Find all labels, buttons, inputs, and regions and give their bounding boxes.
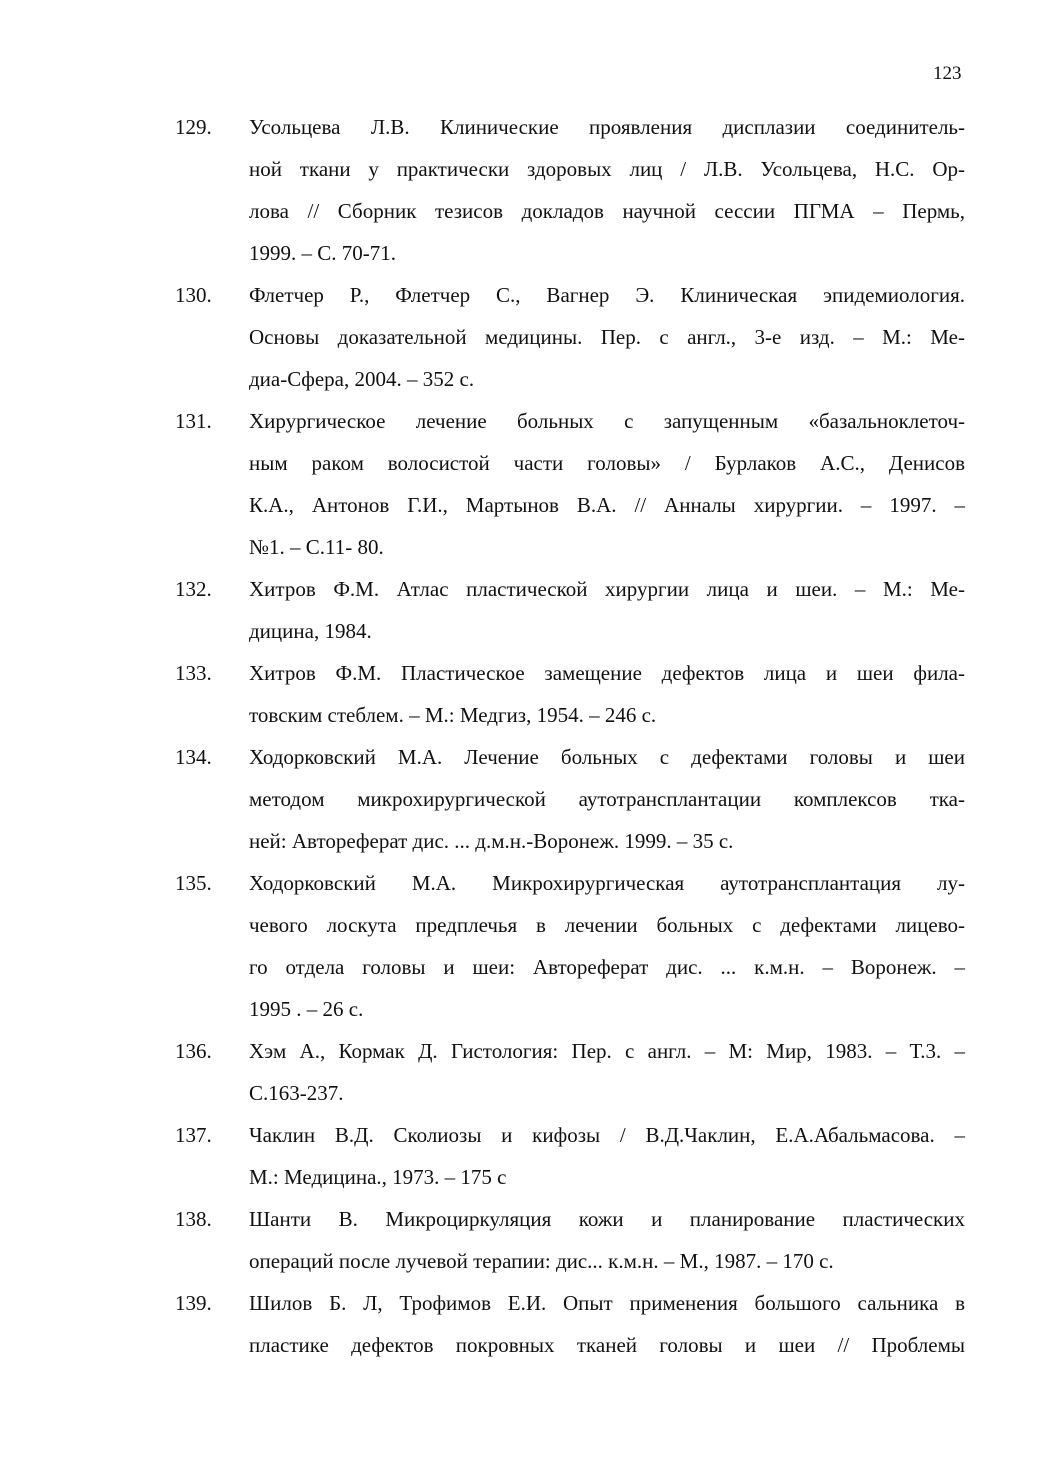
reference-number: 131.	[175, 409, 212, 433]
reference-text-line: 1999. – С. 70-71.	[249, 241, 396, 265]
reference-number: 136.	[175, 1039, 212, 1063]
reference-text-line: Ходорковский М.А. Микрохирургическая аутотрансплантация лу-	[249, 871, 965, 895]
reference-text-line: го отдела головы и шеи: Автореферат дис. ... к.м.н. – Воронеж. –	[249, 955, 965, 979]
reference-text-line: Шанти В. Микроциркуляция кожи и планирование пластических	[249, 1207, 965, 1231]
reference-text-line: пластике дефектов покровных тканей головы и шеи // Проблемы	[249, 1333, 965, 1357]
reference-text-line: чевого лоскута предплечья в лечении больных с дефектами лицево-	[249, 913, 965, 937]
reference-text-line: диа-Сфера, 2004. – 352 с.	[249, 367, 475, 391]
reference-list	[0, 106, 1039, 1366]
reference-text-line: ней: Автореферат дис. ... д.м.н.-Воронеж. 1999. – 35 с.	[249, 829, 734, 853]
reference-text-line: Основы доказательной медицины. Пер. с англ., 3-е изд. – М.: Ме-	[249, 325, 965, 349]
reference-number: 138.	[175, 1207, 212, 1231]
reference-text-line: методом микрохирургической аутотрансплантации комплексов тка-	[249, 787, 965, 811]
reference-number: 133.	[175, 661, 212, 685]
reference-text-line: Усольцева Л.В. Клинические проявления дисплазии соединитель-	[249, 115, 965, 139]
reference-text-line: лова // Сборник тезисов докладов научной сессии ПГМА – Пермь,	[249, 199, 965, 223]
reference-number: 137.	[175, 1123, 212, 1147]
reference-text-line: Хитров Ф.М. Пластическое замещение дефектов лица и шеи фила-	[249, 661, 965, 685]
reference-item	[0, 1282, 965, 1366]
reference-text-line: Шилов Б. Л, Трофимов Е.И. Опыт применения большого сальника в	[249, 1291, 965, 1315]
reference-text-line: 1995 . – 26 с.	[249, 997, 364, 1021]
reference-number: 134.	[175, 745, 212, 769]
reference-text-line: товским стеблем. – М.: Медгиз, 1954. – 246 с.	[249, 703, 657, 727]
reference-item	[0, 1030, 965, 1114]
reference-text-line: К.А., Антонов Г.И., Мартынов В.А. // Анналы хирургии. – 1997. –	[249, 493, 965, 517]
reference-text-line: дицина, 1984.	[249, 619, 372, 643]
reference-text-line: Ходорковский М.А. Лечение больных с дефектами головы и шеи	[249, 745, 965, 769]
reference-text-line: Флетчер Р., Флетчер С., Вагнер Э. Клиническая эпидемиология.	[249, 283, 965, 307]
reference-text-line: №1. – С.11- 80.	[249, 535, 384, 559]
page-number: 123	[933, 63, 962, 84]
reference-number: 129.	[175, 115, 212, 139]
reference-item	[0, 1114, 965, 1198]
reference-item	[0, 736, 965, 862]
reference-item	[0, 568, 965, 652]
reference-number: 130.	[175, 283, 212, 307]
reference-item	[0, 1198, 965, 1282]
reference-text-line: Хитров Ф.М. Атлас пластической хирургии лица и шеи. – М.: Ме-	[249, 577, 965, 601]
reference-number: 139.	[175, 1291, 212, 1315]
reference-text-line: Хирургическое лечение больных с запущенным «базальноклеточ-	[249, 409, 965, 433]
reference-text-line: ной ткани у практически здоровых лиц / Л.В. Усольцева, Н.С. Ор-	[249, 157, 965, 181]
reference-text-line: операций после лучевой терапии: дис... к.м.н. – М., 1987. – 170 с.	[249, 1249, 834, 1273]
reference-item	[0, 652, 965, 736]
reference-text-line: С.163-237.	[249, 1081, 344, 1105]
reference-text-line: ным раком волосистой части головы» / Бурлаков А.С., Денисов	[249, 451, 965, 475]
reference-number: 135.	[175, 871, 212, 895]
reference-number: 132.	[175, 577, 212, 601]
reference-item	[0, 106, 965, 274]
reference-item	[0, 400, 965, 568]
reference-item	[0, 862, 965, 1030]
reference-text-line: М.: Медицина., 1973. – 175 с	[249, 1165, 507, 1189]
reference-text-line: Чаклин В.Д. Сколиозы и кифозы / В.Д.Чаклин, Е.А.Абальмасова. –	[249, 1123, 965, 1147]
reference-item	[0, 274, 965, 400]
reference-text-line: Хэм А., Кормак Д. Гистология: Пер. с англ. – М: Мир, 1983. – Т.3. –	[249, 1039, 965, 1063]
